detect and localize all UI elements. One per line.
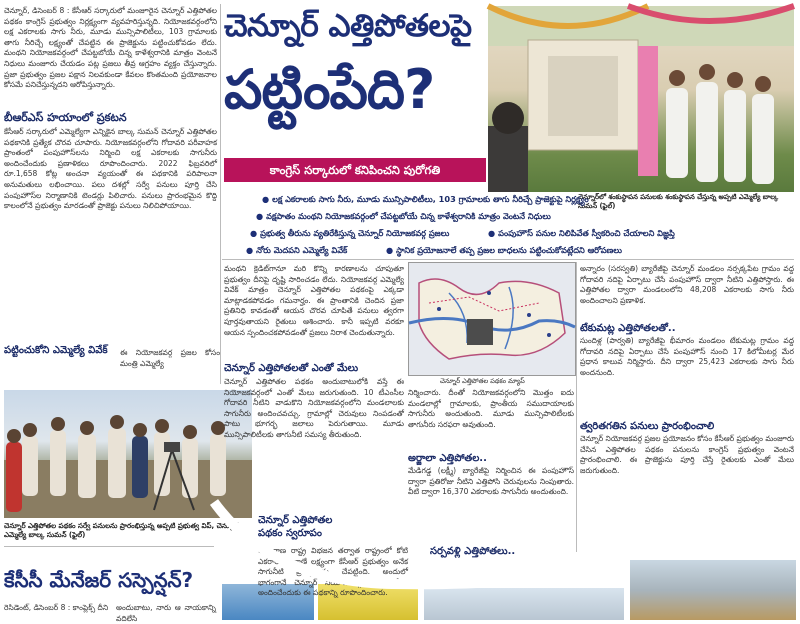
bullet-5-text: నోరు మెదపని ఎమ్మెల్యే వివేక్ [256, 245, 348, 255]
bullet-dot-icon: ● [256, 211, 264, 221]
right-column-para3: చెన్నూర్ నియోజకవర్గ ప్రజల ప్రయోజనం కోసం కేసీఆర్ ప్రభుత్వం మంజూరు చేసిన ఎత్తిపోతల పథకం పనులను కాంగ్రెస్ ప్రభుత్వం వెంటనే ప్రారంభించాలి. ఈ ప్రాజెక్టును పూర్తి చేస్తే రైతులకు ఎంతో మేలు జరుగుతుంది. [580, 434, 794, 475]
center-column-heading1: అర్జాలా ఎత్తిపోతల.. [408, 453, 487, 464]
headline-line2: పట్టింపేది? [224, 58, 435, 121]
bullet-3-text: ప్రభుత్వ తీరును వ్యతిరేకిస్తున్న చెన్నూర్ నియోజకవర్గ ప్రజలు [260, 228, 450, 238]
bullet-5 [246, 245, 347, 257]
right-column-para1: అన్నారం (సరస్వతి) బ్యారేజీపై చెన్నూర్ మండలం నర్సక్కపేట గ్రామం వద్ద గోదావరి నదిపై ఏర్పాటు చేసే పంపుహౌస్ ద్వారా నీటిని ఎత్తిపోస్తారు. ఈ ఎత్తిపోతల ద్వారా మండలంలోని 48,208 ఎకరాలకు సాగు నీరు అందించాలని ప్రణాళిక. [580, 264, 794, 305]
bullet-dot-icon: ● [386, 245, 394, 255]
bullet-dot-icon: ● [262, 194, 270, 204]
left-column-heading2: పట్టించుకోని ఎమ్మెల్యే వివేక్ [4, 345, 108, 356]
left-column-divider [220, 4, 221, 384]
left-column-para1: చెన్నూర్, డిసెంబర్ 8 : కేసీఆర్ సర్కారులో మంజూరైన చెన్నూర్ ఎత్తిపోతల పథకం కాంగ్రెస్ ప్రభుత్వం నిర్లక్ష్యంగా వ్యవహరిస్తున్నది. నియోజకవర్గంలోని లక్ష ఎకరాలకు సాగు నీరు, మూడు మున్సిపాలిటీలు, 103 గ్రామాలకు తాగు నీరిచ్చే లక్ష్యంతో చేపట్టిన ఈ ప్రాజెక్టును పట్టించుకోవడం లేదు. మంథని నియోజకవర్గంలో చేపట్టబోయే చిన్న కాళేశ్వరానికి మాత్రం వెంటనే నిధులు మంజూరు చేయడం పట్ల ప్రజలు తీవ్ర ఆగ్రహం వ్యక్తం చేస్తున్నారు. ప్రజా ప్రభుత్వం ప్రజల పక్షాన నిలవకుండా కేవలం కొంతమంది ప్రయోజనాల కోసమే పనిచేస్తున్నదని ఆరోపిస్తున్నారు. [4, 6, 217, 90]
middle-column-heading1: చెన్నూర్ ఎత్తిపోతలతో ఎంతో మేలు [224, 363, 359, 374]
subhead-banner: కాంగ్రెస్ సర్కారులో కనిపించని పురోగతి [224, 158, 486, 182]
center-column-para1: నిర్మించారు. దీంతో నియోజకవర్గంలోని మొత్తం ఐదు మండలాల్లో గ్రామాలకు, ప్రాంతీయ సముదాయాలకు సాగునీరు అందుతుంది. మూడు మున్సిపాలిటీలకు తాగునీరు సరఫరా అవుతుంది. [408, 388, 574, 429]
bullet-dot-icon: ● [246, 245, 254, 255]
middle-column-para3: తెలంగాణ రాష్ట్ర విభజన తర్వాత రాష్ట్రంలో కోటి ఎకరాల మాగాణే లక్ష్యంగా కేసీఆర్ ప్రభుత్వం అనేక సాగునీటి ప్రాజెక్టులను చేపట్టింది. అందులో భాగంగానే చెన్నూర్ నియోజకవర్గానికి సాగునీరు అందించేందుకు ఈ పథకాన్ని రూపొందించారు. [258, 546, 408, 598]
bottom-photo-4 [630, 560, 796, 620]
bottom-left-text2: అందుబాటు, నారు ఆ నాయకాన్ని వదిలేసి [116, 603, 216, 623]
inauguration-photo [488, 6, 794, 192]
bullet-6-text: స్థానిక ప్రయోజనాలే తప్ప ప్రజల బాధలను పట్టించుకోవట్లేదని ఆరోపణలు [396, 245, 622, 255]
bullet-3 [250, 228, 449, 240]
center-column-heading2: సర్పవళ్లి ఎత్తిపోతలు.. [430, 546, 516, 557]
project-map-illustration [409, 263, 575, 375]
project-map-caption: చెన్నూర్ ఎత్తిపోతల పథకం మ్యాప్ [440, 377, 525, 385]
inauguration-photo-caption: చెన్నూర్‌లో శంకుస్థాపన పనులకు శంకుస్థాపన చేస్తున్న అప్పటి ఎమ్మెల్యే బాల్క సుమన్ (ఫైల్) [578, 193, 779, 210]
bullet-6 [386, 245, 622, 257]
bullet-dot-icon: ● [488, 228, 496, 238]
bullet-dot-icon: ● [250, 228, 258, 238]
survey-photo [4, 390, 252, 518]
left-bottom-divider [4, 546, 214, 547]
survey-photo-illustration [4, 390, 252, 518]
middle-column-para1: మంథని క్రెడిట్‌గానూ మరి కొన్ని కారణాలను చూపుతూ ప్రభుత్వం దీనిపై దృష్టి సారించడం లేదు. నియోజకవర్గ ఎమ్మెల్యే వివేక్ మాత్రం చెన్నూర్ ఎత్తిపోతల పథకంపై ఎక్కడా మాట్లాడకపోవడం గమనార్హం. ఈ ప్రాంతానికి చెందిన ప్రజా ప్రతినిధి కావడంతో ఆయన చొరవ చూపితే పనులు త్వరగా పూర్తవుతాయని రైతులు ఆశించారు. కానీ ఇప్పటి వరకూ ఆయన స్పందించకపోవడంతో ప్రజలు నిరాశ చెందుతున్నారు. [224, 264, 404, 337]
bullet-4-text: పంపుహౌస్ పనుల నిలిపివేత స్వీకరించి చేయాలని విజ్ఞప్తి [498, 228, 675, 238]
left-column-para3: ఈ నియోజకవర్గ ప్రజల కోసం మంత్రి ఎమ్మెల్యే [120, 348, 220, 368]
bottom-left-headline: కేసీసీ మేనేజర్ సస్పెన్షన్? [4, 568, 194, 592]
bullet-1-text: లక్ష ఎకరాలకు సాగు నీరు, మూడు మున్సిపాలిటీలు, 103 గ్రామాలకు తాగు నీరిచ్చే ప్రాజెక్టుపై నిర్లక్ష్యం [272, 194, 589, 204]
survey-photo-caption: చెన్నూర్ ఎత్తిపోతల పథకం సర్వే పనులను ప్రారంభిస్తున్న అప్పటి ప్రభుత్వ విప్, చెన్నూర్ ఎమ్మెల్యే బాల్క సుమన్ (ఫైల్) [4, 522, 239, 539]
bullet-4 [488, 228, 675, 240]
bottom-left-text: రెసిడెంట్, డిసెంబర్ 8 : కాంప్లెక్స్ దీని [4, 603, 109, 612]
inauguration-photo-illustration [488, 6, 794, 192]
right-column-heading2: త్వరితగతిన పనులు ప్రారంభించాలి [580, 421, 715, 432]
right-column-heading1: టేకుమట్ల ఎత్తిపోతలతో.. [580, 323, 676, 334]
left-column-heading1: బీఆర్ఎస్ హయాంలో ప్రకటన [4, 111, 127, 124]
bullets-divider [222, 259, 794, 260]
middle-column-heading2: చెన్నూర్ ఎత్తిపోతల పథకం స్వరూపం [258, 515, 333, 539]
project-map [408, 262, 576, 376]
bullet-2-text: వక్షపాతం మంథని నియోజకవర్గంలో చేపట్టబోయే చిన్న కాళేశ్వరానికి మాత్రం వెంటనే నిధులు [266, 211, 551, 221]
center-column-para2: మేడిగడ్డ (లక్ష్మీ) బ్యారేజీపై నిర్మించిన ఈ పంపుహౌస్ ద్వారా ప్రతిరోజు నీటిని ఎత్తిపోసి చెరువులను నింపుతారు. వీటి ద్వారా 16,370 ఎకరాలకు సాగునీరు అందుతుంది. [408, 466, 574, 497]
middle-column-para2: చెన్నూర్ ఎత్తిపోతల పథకం అందుబాటులోకి వస్తే ఈ నియోజకవర్గంలో ఎంతో మేలు జరుగుతుంది. 10 టీఎంసీల గోదావరి నీటిని వాడుకొని నియోజకవర్గంలోని మండలాలకు సాగునీరు అందించవచ్చు. గ్రామాల్లో చెరువులు నింపడంతో పాటు భూగర్భ జలాలు పెరుగుతాయి. మూడు మున్సిపాలిటీలకు తాగునీటి సమస్య తీరుతుంది. [224, 377, 404, 439]
headline-line1: చెన్నూర్ ఎత్తిపోతలపై [224, 8, 472, 44]
bottom-photo-3 [424, 588, 624, 620]
right-column-para2: సుందిళ్ల (పార్వతి) బ్యారేజీపై భీమారం మండలం టేకుమట్ల గ్రామం వద్ద గోదావరి నదిపై ఏర్పాటు చేసే పంపుహౌస్ నుంచి 17 కిలోమీటర్ల మేర ప్రధాన కాలువ నిర్మిస్తారు. దీని ద్వారా 25,423 ఎకరాలకు సాగు నీరు అందనుంది. [580, 336, 794, 377]
left-column-para2: కేసీఆర్ సర్కారులో ఎమ్మెల్యేగా ఎన్నికైన బాల్క సుమన్ చెన్నూర్ ఎత్తిపోతల పథకానికి ప్రత్యేక చొరవ చూపారు. నియోజకవర్గంలోని గోదావరి పరీవాహక ప్రాంతంలో పంపుహౌస్‌లను నిర్మించి లక్ష ఎకరాలకు సాగునీరు అందించేందుకు ప్రణాళికలు రూపొందించారు. 2022 ఫిబ్రవరిలో రూ.1,658 కోట్ల అంచనా వ్యయంతో ఈ పథకానికి పరిపాలనా అనుమతులు లభించాయి. పలు దశల్లో సర్వే పనులు పూర్తి చేసి పంపుహౌస్‌ల నిర్మాణానికి టెండర్లు పిలిచారు. పనులు ప్రారంభమైన కొద్ది కాలంలోనే ప్రభుత్వం మారడంతో ప్రాజెక్టు పనులు నిలిచిపోయాయి. [4, 127, 217, 211]
curve-separator [212, 500, 592, 598]
bullet-1 [262, 194, 589, 206]
bullet-2 [256, 211, 551, 223]
